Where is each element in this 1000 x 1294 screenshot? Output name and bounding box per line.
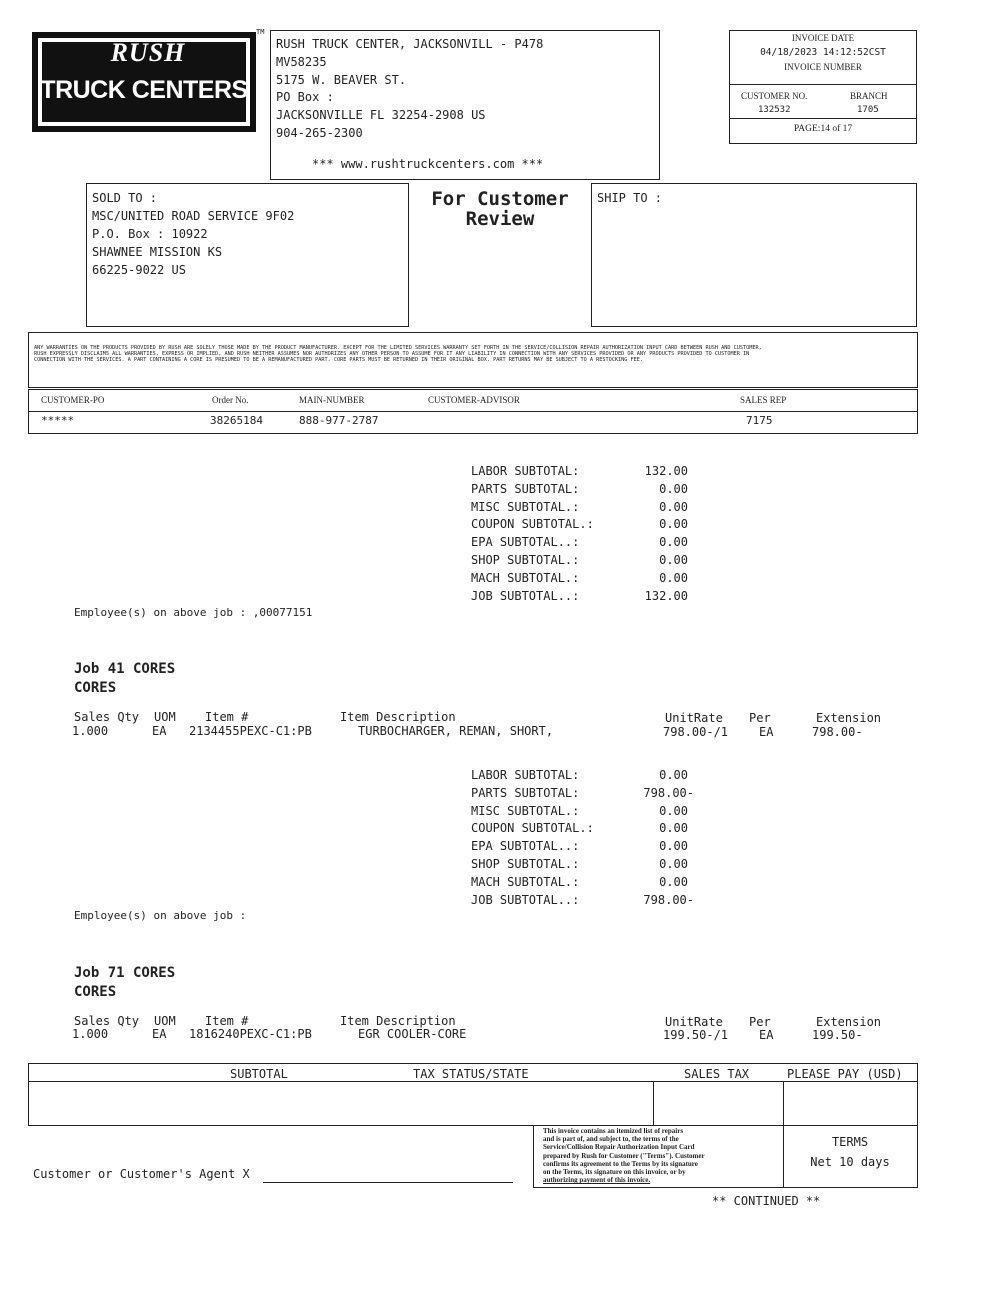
shop-subtotal-label: SHOP SUBTOTAL.: — [471, 552, 580, 567]
tax-status-header: TAX STATUS/STATE — [413, 1067, 529, 1081]
dealer-line: 5175 W. BEAVER ST. — [276, 72, 407, 87]
customer-advisor-label: CUSTOMER-ADVISOR — [428, 395, 520, 405]
labor-subtotal-label: LABOR SUBTOTAL: — [471, 768, 580, 782]
job41-per-header: Per — [749, 711, 771, 725]
shop-subtotal-value: 0.00 — [659, 552, 688, 567]
divider — [28, 411, 918, 412]
logo-word-rush: RUSH — [110, 38, 186, 67]
epa-subtotal-label: EPA SUBTOTAL..: — [471, 839, 580, 854]
misc-subtotal-label: MISC SUBTOTAL.: — [471, 499, 580, 514]
trademark-mark: TM — [256, 28, 265, 36]
mach-subtotal-value: 0.00 — [659, 570, 688, 585]
sold-to-line: SHAWNEE MISSION KS — [92, 245, 223, 259]
customer-po-value: ***** — [41, 414, 75, 427]
job41-per: EA — [759, 725, 774, 739]
job71-item-header: Item # — [205, 1014, 249, 1028]
coupon-subtotal-value: 0.00 — [659, 517, 688, 532]
employee-line-2: Employee(s) on above job : — [74, 909, 247, 922]
warranty-line: RUSH EXPRESSLY DISCLAIMS ALL WARRANTIES, EXPRESS OR IMPLIED, AND RUSH NEITHER ASSUMES NOR AUTHORIZES ANY OTHER PERSON TO ASSUME FOR IT ANY LIABILITY IN CONNECTION WITH ANY SERVICES PROVIDED OR ANY PRODUCTS PROVIDED TO CUSTOMER IN — [34, 351, 750, 357]
terms-note-line: Service/Collision Repair Authorization Input Card — [543, 1143, 695, 1152]
job71-per-header: Per — [749, 1015, 771, 1029]
subtotal-values-1 — [600, 463, 688, 605]
job71-desc: EGR COOLER-CORE — [358, 1027, 467, 1041]
terms-note — [543, 1127, 705, 1184]
dealer-line: MV58235 — [276, 54, 327, 69]
terms-note-line: confirms its agreement to the Terms by its signature — [543, 1159, 698, 1168]
mach-subtotal-label: MACH SUBTOTAL.: — [471, 570, 580, 585]
job71-subtitle: CORES — [74, 984, 117, 1000]
job71-item: 1816240PEXC-C1:PB — [189, 1027, 312, 1041]
logo-word-truck-centers: TRUCK CENTERS — [40, 76, 248, 104]
parts-subtotal-value: 0.00 — [659, 481, 688, 496]
dealer-address — [276, 36, 543, 143]
main-number-value: 888-977-2787 — [299, 414, 379, 427]
job71-uom-header: UOM — [154, 1014, 176, 1028]
page-number: PAGE:14 of 17 — [793, 124, 853, 134]
coupon-subtotal-label: COUPON SUBTOTAL.: — [471, 517, 594, 532]
sales-tax-header: SALES TAX — [684, 1067, 750, 1081]
shop-subtotal-label: SHOP SUBTOTAL.: — [471, 856, 580, 871]
job41-ext-header: Extension — [816, 711, 882, 725]
subtotal-header: SUBTOTAL — [230, 1067, 288, 1081]
terms-value: Net 10 days — [810, 1155, 890, 1169]
sold-to-line: MSC/UNITED ROAD SERVICE 9F02 — [92, 209, 295, 223]
sales-rep-value: 7175 — [746, 414, 773, 427]
job41-rate: 798.00-/1 — [663, 725, 729, 739]
dealer-line: JACKSONVILLE FL 32254-2908 US — [276, 108, 486, 123]
sold-to-line: P.O. Box : 10922 — [92, 227, 208, 241]
labor-subtotal-value: 0.00 — [659, 768, 688, 782]
epa-subtotal-value: 0.00 — [659, 535, 688, 550]
invoice-number-label: INVOICE NUMBER — [784, 62, 862, 72]
job71-uom: EA — [152, 1027, 167, 1041]
job41-qty: 1.000 — [72, 724, 109, 738]
job71-rate: 199.50-/1 — [663, 1028, 729, 1042]
continued-marker: ** CONTINUED ** — [712, 1194, 821, 1208]
divider — [28, 433, 918, 434]
sold-to-block — [92, 189, 294, 279]
invoice-date-label: INVOICE DATE — [791, 33, 855, 43]
job41-desc-header: Item Description — [340, 710, 456, 724]
job41-item: 2134455PEXC-C1:PB — [189, 724, 312, 738]
job41-ext: 798.00- — [812, 725, 863, 739]
sold-to-label: SOLD TO : — [92, 191, 158, 205]
branch-label: BRANCH — [850, 91, 888, 101]
mach-subtotal-value: 0.00 — [659, 874, 688, 889]
job41-desc: TURBOCHARGER, REMAN, SHORT, — [358, 724, 554, 738]
job71-qty: 1.000 — [72, 1027, 109, 1041]
divider — [28, 1063, 29, 1125]
job41-qty-header: Sales Qty — [74, 710, 140, 724]
sold-to-line: 66225-9022 US — [92, 263, 186, 277]
main-number-label: MAIN-NUMBER — [299, 395, 365, 405]
subtotal-labels-2 — [471, 767, 594, 909]
mach-subtotal-label: MACH SUBTOTAL.: — [471, 874, 580, 889]
divider — [729, 118, 917, 119]
dealer-line: 904-265-2300 — [276, 125, 363, 140]
job-subtotal-label: JOB SUBTOTAL..: — [471, 892, 580, 907]
job41-uom: EA — [152, 724, 167, 738]
divider — [28, 1081, 918, 1082]
divider — [729, 84, 917, 85]
coupon-subtotal-value: 0.00 — [659, 821, 688, 836]
job71-qty-header: Sales Qty — [74, 1014, 140, 1028]
job41-title: Job 41 CORES — [74, 661, 176, 677]
please-pay-header: PLEASE PAY (USD) — [787, 1067, 903, 1081]
labor-subtotal-label: LABOR SUBTOTAL: — [471, 464, 580, 478]
customer-po-label: CUSTOMER-PO — [41, 395, 105, 405]
warranty-line: ANY WARRANTIES ON THE PRODUCTS PROVIDED BY RUSH ARE SOLELY THOSE MADE BY THE PRODUCT MANUFACTURER. EXCEPT FOR THE LIMITED SERVICES WARRANTY SET FORTH IN THE SERVICE/COLLISION REPAIR AUTHORIZATION INPUT CARD BETWEEN RUSH AND CUSTOMER, — [34, 345, 762, 351]
job41-subtitle: CORES — [74, 680, 117, 696]
job-subtotal-label: JOB SUBTOTAL..: — [471, 588, 580, 603]
dealer-line: PO Box : — [276, 90, 334, 105]
divider — [917, 389, 918, 433]
epa-subtotal-value: 0.00 — [659, 839, 688, 854]
job71-ext: 199.50- — [812, 1028, 863, 1042]
warranty-text — [34, 345, 914, 363]
rush-logo — [30, 30, 258, 134]
coupon-subtotal-label: COUPON SUBTOTAL.: — [471, 821, 594, 836]
terms-note-line: and is part of, and subject to, the terms of the — [543, 1135, 679, 1144]
job71-ext-header: Extension — [816, 1015, 882, 1029]
subtotal-values-2 — [600, 767, 694, 909]
misc-subtotal-label: MISC SUBTOTAL.: — [471, 803, 580, 818]
employee-line-1: Employee(s) on above job : ,00077151 — [74, 606, 313, 619]
branch-value: 1705 — [857, 105, 879, 115]
job41-item-header: Item # — [205, 710, 249, 724]
shop-subtotal-value: 0.00 — [659, 856, 688, 871]
dealer-website: *** www.rushtruckcenters.com *** — [312, 157, 544, 171]
terms-note-line: This invoice contains an itemized list of repairs — [543, 1127, 684, 1135]
misc-subtotal-value: 0.00 — [659, 499, 688, 514]
divider — [28, 1063, 918, 1064]
parts-subtotal-label: PARTS SUBTOTAL: — [471, 481, 580, 496]
divider — [653, 1081, 654, 1125]
customer-no-label: CUSTOMER NO. — [741, 91, 808, 101]
job-subtotal-value: 798.00- — [643, 892, 694, 907]
job71-desc-header: Item Description — [340, 1014, 456, 1028]
job71-title: Job 71 CORES — [74, 965, 176, 981]
job-subtotal-value: 132.00 — [644, 588, 688, 603]
review-line-2: Review — [465, 208, 535, 230]
terms-label: TERMS — [831, 1135, 869, 1149]
divider — [28, 389, 918, 390]
terms-note-line: authorizing payment of this invoice. — [543, 1176, 651, 1185]
epa-subtotal-label: EPA SUBTOTAL..: — [471, 535, 580, 550]
signature-line[interactable] — [263, 1182, 513, 1183]
terms-note-line: on the Terms, its signature on this invoice, or by — [543, 1168, 686, 1177]
signature-label: Customer or Customer's Agent X — [33, 1167, 250, 1181]
invoice-date-value: 04/18/2023 14:12:52CST — [760, 47, 886, 58]
customer-no-value: 132532 — [758, 105, 791, 115]
divider — [28, 389, 29, 433]
job41-uom-header: UOM — [154, 710, 176, 724]
order-no-label: Order No. — [212, 395, 249, 405]
subtotal-labels-1 — [471, 463, 594, 605]
warranty-line: CONNECTION WITH THE SERVICES. A PART CONTAINING A CORE IS PRESUMED TO BE A REMANUFACTURED PART. CORE PARTS MUST BE RETURNED IN THEIR ORIGINAL BOX. PART RETURNS MAY BE SUBJECT TO A RESTOCKING FEE. — [34, 357, 644, 363]
job71-rate-header: UnitRate — [665, 1015, 723, 1029]
parts-subtotal-label: PARTS SUBTOTAL: — [471, 785, 580, 800]
dealer-line: RUSH TRUCK CENTER, JACKSONVILL - P478 — [276, 37, 544, 51]
order-no-value: 38265184 — [210, 414, 263, 427]
job71-per: EA — [759, 1028, 774, 1042]
misc-subtotal-value: 0.00 — [659, 803, 688, 818]
review-line-1: For Customer — [431, 188, 569, 210]
ship-to-label: SHIP TO : — [597, 191, 663, 205]
sales-rep-label: SALES REP — [740, 395, 787, 405]
labor-subtotal-value: 132.00 — [644, 464, 688, 478]
review-heading — [412, 189, 588, 229]
parts-subtotal-value: 798.00- — [643, 785, 694, 800]
terms-note-line: prepared by Rush for Customer ("Terms"). Customer — [543, 1151, 705, 1160]
job41-rate-header: UnitRate — [665, 711, 723, 725]
